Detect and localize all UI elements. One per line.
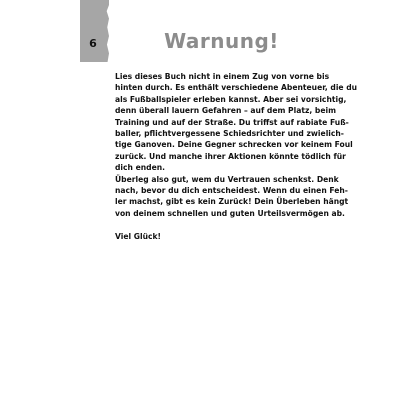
page-tab (80, 0, 109, 62)
text-line: zurück. Und manche ihrer Aktionen könnte tödlich für (115, 151, 346, 161)
closing-line: Viel Glück! (115, 231, 161, 241)
text-line: tige Ganoven. Deine Gegner schrecken vor keinem Foul (115, 140, 353, 150)
text-line: hinten durch. Es enthält verschiedene Abenteuer, die du (115, 83, 358, 93)
page-title: Warnung! (164, 29, 279, 53)
text-line: nach, bevor du dich entscheidest. Wenn du einen Feh- (115, 186, 348, 196)
text-line: ler machst, gibt es kein Zurück! Dein Überleben hängt (115, 197, 349, 207)
text-line: Training und auf der Straße. Du triffst auf rabiate Fuß- (115, 117, 349, 127)
page-number: 6 (89, 37, 97, 50)
text-line: denn überall lauern Gefahren – auf dem Platz, beim (115, 106, 337, 116)
text-line: Lies dieses Buch nicht in einem Zug von vorne bis (115, 72, 330, 81)
text-line: von deinem schnellen und guten Urteilsvermögen ab. (115, 208, 345, 218)
body-text (115, 71, 358, 242)
text-line: baller, pflichtvergessene Schiedsrichter und zwielich- (115, 129, 344, 139)
paragraph-gap (115, 219, 328, 230)
text-line: als Fußballspieler erleben kannst. Aber sei vorsichtig, (115, 94, 347, 104)
text-line: Überleg also gut, wem du Vertrauen schenkst. Denk (115, 174, 339, 184)
text-line: dich enden. (115, 163, 166, 173)
